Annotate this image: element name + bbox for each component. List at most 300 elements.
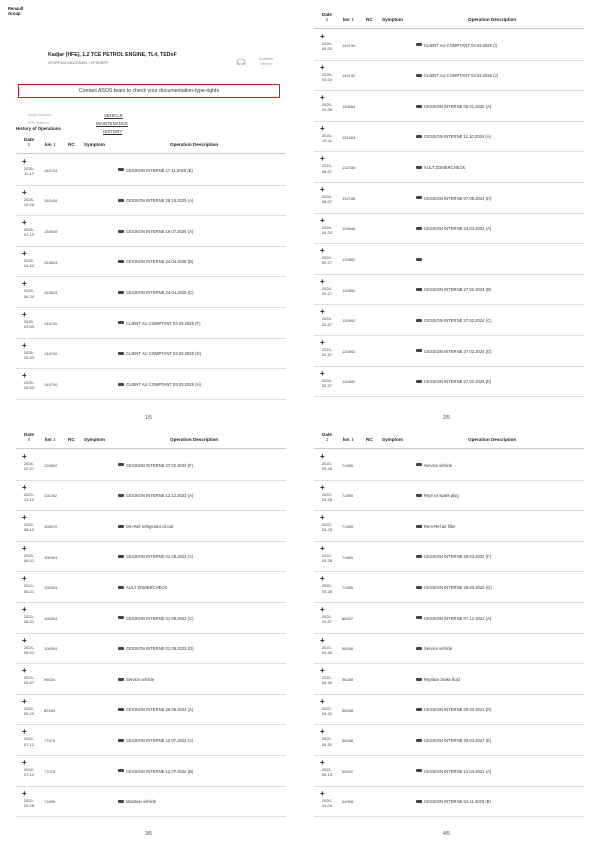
row-date-part: 2024-: [321, 316, 333, 322]
column-header-date[interactable]: [18, 432, 40, 443]
row-operation: [118, 769, 193, 774]
row-km: 144740: [342, 42, 356, 48]
operation-type-icon: [416, 43, 422, 46]
row-date-part: 2021-: [321, 614, 333, 619]
row-operation: [118, 321, 200, 326]
table-row[interactable]: [314, 481, 584, 512]
row-km: 44998: [342, 799, 354, 805]
expand-plus-icon[interactable]: +: [320, 666, 325, 676]
row-date-part: 08-01: [23, 588, 35, 594]
row-date-part: 2021-: [321, 705, 333, 711]
row-date-part: 2025-: [321, 102, 333, 108]
row-date-part: 2023-: [23, 614, 35, 619]
row-km: 89180: [44, 707, 56, 713]
table-row[interactable]: [314, 214, 584, 245]
table-row[interactable]: [16, 339, 286, 370]
row-operation: [118, 351, 201, 356]
row-km: 153643: [44, 290, 58, 296]
row-date: [18, 492, 40, 502]
expand-plus-icon[interactable]: +: [320, 368, 325, 378]
row-operation: [118, 290, 194, 295]
row-km: 120892: [342, 348, 356, 354]
table-row[interactable]: [314, 244, 584, 275]
column-header-km-label: km: [45, 142, 52, 147]
row-operation: [416, 196, 492, 201]
column-header-km[interactable]: [343, 437, 354, 442]
operation-type-icon: [416, 319, 422, 322]
row-date-part: 04-24: [23, 263, 35, 268]
row-operation-text: CESSION INTERNE 12.07.2022 (A): [126, 737, 194, 743]
header-divider: [314, 28, 584, 29]
operation-type-icon: [416, 525, 422, 528]
table-row[interactable]: [16, 481, 286, 512]
row-date-part: 08-01: [23, 558, 35, 563]
table-row[interactable]: [16, 634, 286, 665]
row-date: [316, 706, 338, 716]
operation-type-icon: [416, 135, 422, 138]
expand-plus-icon[interactable]: +: [320, 338, 325, 347]
row-km: 144564: [342, 103, 356, 109]
row-operation-text: AULT ZOMERCHECK: [424, 164, 466, 170]
row-operation-text: Service vehicle: [126, 676, 155, 682]
row-km: 77076: [44, 738, 56, 744]
row-date-part: 2024-: [321, 255, 333, 261]
table-row[interactable]: [16, 511, 286, 542]
row-date-part: 2022-: [321, 491, 333, 497]
row-date-part: 2022-: [321, 461, 333, 466]
table-row[interactable]: [16, 725, 286, 756]
expand-plus-icon[interactable]: +: [22, 482, 27, 492]
row-operation: [118, 493, 193, 498]
table-row[interactable]: [16, 247, 286, 278]
expand-plus-icon[interactable]: +: [320, 758, 325, 767]
row-km: 106970: [44, 523, 58, 529]
row-operation-text: CESSION INTERNE 27.02.2024 (F): [126, 462, 194, 468]
expand-plus-icon[interactable]: +: [320, 727, 325, 737]
column-header-rc: RC: [68, 437, 75, 442]
row-operation-text: CESSION INTERNE 12.07.2022 (B): [126, 768, 194, 774]
expand-plus-icon[interactable]: +: [320, 452, 325, 461]
row-date-part: 2025-: [23, 380, 35, 386]
row-km: 116762: [44, 493, 58, 499]
row-date-part: 2022-: [23, 797, 35, 803]
operation-type-icon: [416, 678, 422, 681]
tab-history[interactable]: HISTORY: [103, 129, 123, 134]
expand-plus-icon[interactable]: +: [22, 157, 27, 166]
row-operation-text: CESSION INTERNE 07.12.2021 (A): [424, 615, 492, 621]
table-row[interactable]: [16, 186, 286, 217]
row-date-part: 08-01: [23, 649, 35, 655]
car-icon: [236, 58, 246, 65]
expand-plus-icon[interactable]: +: [320, 276, 325, 286]
row-operation-text: CLIENT AU COMPTANT 03.03.2025 (J): [424, 73, 499, 79]
row-operation-text: Rem-Ref air filter: [424, 523, 456, 529]
row-date: [316, 41, 338, 51]
table-row[interactable]: [314, 450, 584, 481]
operation-type-icon: [118, 678, 124, 681]
expand-plus-icon[interactable]: +: [320, 246, 325, 256]
row-date: [18, 288, 40, 298]
row-km: 71895: [342, 462, 354, 468]
column-header-km[interactable]: [343, 17, 354, 22]
row-date: [316, 286, 338, 296]
row-operation: [416, 677, 460, 682]
operation-type-icon: [416, 74, 422, 77]
row-operation: [416, 287, 491, 292]
column-header-symptom: Symptom: [382, 437, 403, 442]
row-date: [18, 767, 40, 777]
row-operation: [416, 524, 456, 529]
table-row[interactable]: [314, 183, 584, 214]
table-row[interactable]: [314, 756, 584, 787]
table-row[interactable]: [314, 787, 584, 818]
expand-plus-icon[interactable]: +: [320, 513, 325, 523]
expand-plus-icon[interactable]: +: [22, 187, 27, 197]
table-row[interactable]: [314, 634, 584, 665]
row-date-part: 04-30: [321, 711, 333, 716]
row-operation: [416, 104, 491, 109]
operation-type-icon: [118, 383, 124, 386]
table-row[interactable]: [16, 155, 286, 186]
expand-plus-icon[interactable]: +: [22, 513, 27, 523]
expand-plus-icon[interactable]: +: [22, 696, 27, 706]
row-date-part: 11-17: [24, 171, 34, 177]
expand-plus-icon[interactable]: +: [320, 32, 325, 41]
row-date-part: 12-12: [23, 496, 35, 502]
row-operation-text: CESSION INTERNE 24.04.2025 (C): [126, 289, 194, 295]
table-row[interactable]: [16, 308, 286, 339]
table-row[interactable]: [314, 572, 584, 603]
operation-type-icon: [118, 168, 124, 171]
tab-model-features[interactable]: Model features: [28, 113, 52, 117]
table-row[interactable]: [314, 695, 584, 726]
row-km: 71895: [342, 554, 354, 560]
row-operation: [416, 616, 491, 621]
page-number: 2/5: [443, 415, 450, 421]
column-header-symptom: Symptom: [84, 437, 105, 442]
row-operation-text: Service vehicle: [424, 646, 453, 652]
row-date-part: 2021-: [321, 736, 333, 742]
row-operation-text: CESSION INTERNE 04.11.2020 (B): [424, 799, 491, 805]
row-date: [316, 736, 338, 746]
row-date-part: 07-19: [23, 232, 35, 238]
expand-plus-icon[interactable]: +: [320, 788, 325, 798]
operation-type-icon: [416, 196, 422, 199]
row-operation: [416, 43, 497, 48]
table-row[interactable]: [314, 122, 584, 153]
table-row[interactable]: [16, 664, 286, 695]
sort-icon: ⇕: [325, 437, 329, 443]
operation-type-icon: [118, 494, 124, 497]
row-km: 152793: [44, 167, 58, 173]
table-row[interactable]: [314, 542, 584, 573]
sort-icon: ⇕: [350, 437, 355, 442]
row-date: [316, 522, 338, 532]
tab-maintenance[interactable]: MAINTENANCE: [96, 121, 128, 126]
row-km: 56288: [342, 707, 354, 713]
column-header-km[interactable]: [45, 142, 56, 147]
row-date-part: 03-03: [321, 46, 333, 52]
row-operation: [416, 646, 452, 651]
expand-plus-icon[interactable]: +: [22, 371, 27, 381]
row-km: 120892: [342, 318, 356, 324]
expand-plus-icon[interactable]: +: [320, 605, 325, 614]
row-operation: [416, 134, 491, 139]
row-operation-text: CLIENT AU COMPTANT 03.03.2025 (H): [126, 381, 201, 387]
column-header-operation: Operation Description: [468, 17, 517, 22]
operation-type-icon: [118, 230, 124, 233]
row-date: [18, 350, 40, 360]
row-date-part: 2025-: [321, 71, 333, 77]
operation-type-icon: [416, 166, 422, 169]
row-operation: [118, 524, 173, 529]
table-row[interactable]: [16, 572, 286, 603]
column-header-operation: Operation Description: [468, 437, 517, 442]
operation-type-icon: [118, 616, 124, 619]
row-date-part: 2025-: [321, 41, 333, 46]
expand-plus-icon[interactable]: +: [320, 482, 325, 492]
expand-plus-icon[interactable]: +: [320, 154, 325, 164]
expand-plus-icon[interactable]: +: [22, 310, 27, 319]
expand-plus-icon[interactable]: +: [22, 340, 27, 350]
row-date-part: 08-07: [321, 168, 333, 174]
expand-plus-icon[interactable]: +: [320, 215, 325, 225]
column-header-rc: RC: [366, 17, 373, 22]
row-date: [316, 102, 338, 112]
row-operation-text: CESSION INTERNE 28.03.2022 (G): [424, 584, 492, 590]
expand-plus-icon[interactable]: +: [22, 218, 27, 228]
row-operation-text: Replace brake fluid: [424, 676, 460, 682]
column-header-km-label: km: [343, 437, 350, 442]
operation-type-icon: [416, 800, 422, 803]
row-date-part: 09-29: [23, 711, 35, 716]
row-date: [18, 583, 40, 593]
row-operation: [416, 585, 492, 590]
row-operation: [118, 463, 193, 468]
expand-plus-icon[interactable]: +: [320, 307, 325, 317]
row-operation-text: CESSION INTERNE 19.07.2025 (A): [126, 228, 194, 234]
table-row[interactable]: [314, 367, 584, 398]
expand-plus-icon[interactable]: +: [22, 758, 27, 767]
operation-type-icon: [118, 260, 124, 263]
expand-plus-icon[interactable]: +: [320, 696, 325, 706]
row-km: 71895: [342, 493, 354, 499]
row-operation: [118, 799, 156, 804]
expand-plus-icon[interactable]: +: [22, 635, 27, 645]
table-row[interactable]: [16, 695, 286, 726]
row-date-part: 2024-: [321, 224, 333, 230]
row-km: 71895: [342, 523, 354, 529]
table-row[interactable]: [16, 450, 286, 481]
row-date-part: 2022-: [23, 705, 35, 711]
expand-plus-icon[interactable]: +: [320, 185, 325, 194]
column-header-date-label: Date: [322, 432, 332, 437]
row-operation: [416, 738, 491, 743]
row-date: [316, 316, 338, 326]
row-operation: [118, 616, 194, 621]
row-date: [316, 163, 338, 173]
row-date-part: 2024-: [321, 377, 333, 383]
row-date-part: 02-27: [321, 382, 333, 388]
column-header-symptom: Symptom: [84, 142, 105, 147]
row-date: [18, 258, 40, 268]
row-date-part: 2022-: [321, 552, 333, 558]
row-operation: [118, 168, 193, 173]
table-row[interactable]: [314, 305, 584, 336]
row-operation: [416, 226, 491, 231]
row-operation: [118, 738, 193, 743]
expand-plus-icon[interactable]: +: [320, 62, 325, 72]
operation-type-icon: [416, 586, 422, 589]
expand-plus-icon[interactable]: +: [22, 452, 27, 461]
expand-plus-icon[interactable]: +: [320, 123, 325, 133]
row-km: 144740: [44, 381, 58, 387]
row-date-part: 03-03: [23, 354, 35, 360]
history-heading: History of Operations: [16, 126, 61, 131]
row-operation-text: CESSION INTERNE 01.08.2023 (C): [126, 615, 194, 621]
operation-type-icon: [416, 647, 422, 650]
row-km: 56288: [342, 646, 354, 652]
expand-plus-icon[interactable]: +: [22, 666, 27, 676]
row-operation: [416, 165, 465, 170]
row-date-part: 2024-: [23, 461, 35, 466]
tab-vehicle[interactable]: VEHICLE: [104, 113, 123, 118]
brand-line-1: Renault: [8, 6, 24, 11]
expand-plus-icon[interactable]: +: [320, 543, 325, 553]
row-date-part: 02-27: [321, 291, 333, 296]
row-operation-text: CLIENT AU COMPTANT 03.03.2025 (G): [126, 351, 202, 357]
table-row[interactable]: [16, 542, 286, 573]
page-number: 4/5: [443, 831, 450, 837]
row-date: [18, 227, 40, 237]
table-row[interactable]: [314, 91, 584, 122]
row-operation-text: Maintain vehicle: [126, 799, 157, 805]
row-km: 120892: [342, 287, 356, 293]
table-row[interactable]: [314, 511, 584, 542]
row-date-part: 2022-: [23, 767, 35, 772]
row-date-part: 03-07: [23, 680, 35, 686]
row-date: [316, 492, 338, 502]
row-date-part: 2021-: [321, 675, 333, 681]
table-row[interactable]: [314, 603, 584, 634]
column-header-date[interactable]: [18, 137, 40, 148]
column-header-km[interactable]: [45, 437, 56, 442]
operation-type-icon: [118, 739, 124, 742]
table-row[interactable]: [16, 216, 286, 247]
table-row[interactable]: [16, 603, 286, 634]
row-operation-text: CESSION INTERNE 28.10.2025 (A): [126, 198, 194, 204]
sort-icon: ⇕: [325, 17, 329, 23]
table-row[interactable]: [314, 664, 584, 695]
row-date-part: 04-13: [321, 772, 333, 778]
table-row[interactable]: [16, 787, 286, 818]
row-operation-text: Dm-Ref-refrigerant circuit: [126, 523, 174, 529]
row-date-part: 03-28: [321, 496, 333, 502]
row-operation: [118, 707, 193, 712]
column-header-km-label: km: [343, 17, 350, 22]
row-date: [18, 522, 40, 532]
alert-text: Contact ASOS team to check your documentation-type-rights: [78, 88, 220, 94]
brand-line-2: Group: [8, 11, 21, 16]
row-date-part: 2024-: [321, 347, 333, 352]
page-number: 1/5: [145, 415, 152, 421]
row-km: 144740: [44, 351, 58, 357]
operation-type-icon: [118, 647, 124, 650]
row-date-part: 2023-: [23, 522, 35, 528]
expand-plus-icon[interactable]: +: [22, 727, 27, 737]
row-operation-text: CESSION INTERNE 01.08.2023 (A): [126, 554, 194, 560]
row-operation: [416, 318, 492, 323]
row-km: 120892: [342, 256, 356, 262]
brand-logo: [8, 6, 23, 16]
row-km: 96024: [44, 676, 56, 682]
row-operation-text: CESSION INTERNE 27.02.2024 (B): [424, 287, 492, 293]
operation-type-icon: [416, 616, 422, 619]
row-operation-text: CESSION INTERNE 12.12.2023 (A): [126, 493, 194, 499]
row-km: 153643: [44, 259, 58, 265]
row-operation-text: Repl x4 spark plug: [424, 493, 459, 499]
row-operation-text: CESSION INTERNE 07.08.2024 (H): [424, 195, 492, 201]
row-date: [316, 798, 338, 808]
row-date: [316, 583, 338, 593]
table-row[interactable]: [314, 152, 584, 183]
row-km: 71895: [342, 585, 354, 591]
operation-type-icon: [118, 463, 124, 466]
row-date-part: 2024-: [321, 132, 333, 138]
table-row[interactable]: [314, 61, 584, 92]
expand-plus-icon[interactable]: +: [22, 788, 27, 798]
table-row[interactable]: [16, 369, 286, 400]
row-date-part: 08-07: [321, 199, 333, 205]
row-km: 56288: [342, 676, 354, 682]
expand-plus-icon[interactable]: +: [22, 279, 27, 289]
tab-fre-features[interactable]: FRE features: [28, 121, 50, 125]
row-date: [18, 166, 40, 176]
table-row[interactable]: [314, 725, 584, 756]
column-header-date[interactable]: [316, 12, 338, 23]
row-operation-text: CESSION INTERNE 28.03.2022 (F): [424, 554, 492, 560]
expand-plus-icon[interactable]: +: [320, 93, 325, 103]
row-operation: [118, 554, 193, 559]
row-date: [18, 553, 40, 563]
row-date-part: 2021-: [321, 767, 333, 772]
expand-plus-icon[interactable]: +: [320, 574, 325, 584]
expand-plus-icon[interactable]: +: [22, 543, 27, 553]
row-km: 120892: [44, 462, 58, 468]
table-row[interactable]: [314, 275, 584, 306]
row-date: [18, 645, 40, 655]
expand-plus-icon[interactable]: +: [22, 574, 27, 584]
table-row[interactable]: [16, 756, 286, 787]
expand-plus-icon[interactable]: +: [22, 248, 27, 258]
expand-plus-icon[interactable]: +: [22, 605, 27, 614]
row-km: 131364: [342, 134, 356, 140]
row-operation-text: CESSION INTERNE 30.04.2021 (D): [424, 707, 492, 713]
table-row[interactable]: [16, 277, 286, 308]
table-row[interactable]: [314, 336, 584, 367]
page-number: 3/5: [145, 831, 152, 837]
row-km: 120892: [342, 379, 356, 385]
column-header-symptom: Symptom: [382, 17, 403, 22]
column-header-date[interactable]: [316, 432, 338, 443]
header-divider: [314, 448, 584, 449]
row-km: 154549: [44, 228, 58, 234]
row-operation: [416, 707, 492, 712]
expand-plus-icon[interactable]: +: [320, 635, 325, 645]
table-row[interactable]: [314, 30, 584, 61]
row-date-part: 2023-: [23, 583, 35, 589]
sort-icon: ⇕: [52, 142, 57, 147]
